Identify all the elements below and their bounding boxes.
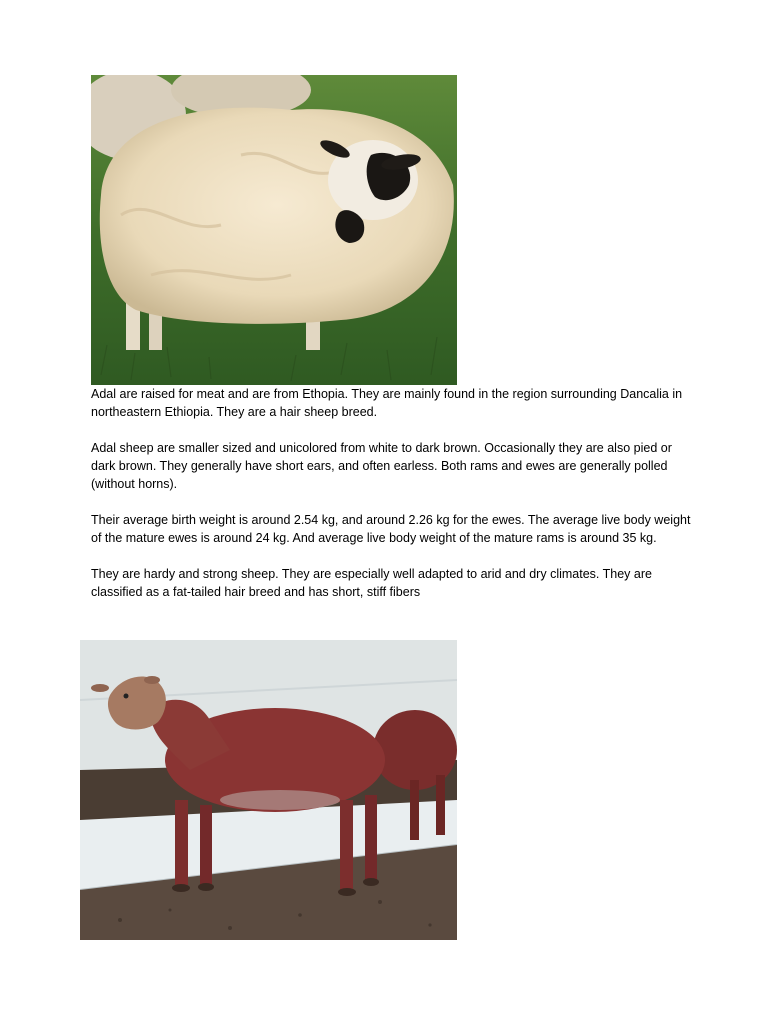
- paragraph-adaptation: They are hardy and strong sheep. They are especially well adapted to arid and dry climates. They are classified as a fat-tailed hair breed and has short, stiff fibers: [91, 567, 652, 599]
- paragraph-weights: Their average birth weight is around 2.54 kg, and around 2.26 kg for the ewes. The average live body weight of the mature ewes is around 24 kg. And average live body weight of the mature rams is around 35 kg.: [91, 513, 691, 545]
- white-sheep-photo: [91, 75, 457, 385]
- paragraph-appearance: Adal sheep are smaller sized and unicolored from white to dark brown. Occasionally they are also pied or dark brown. They generally have short ears, and often earless. Both rams and ewes are generally polled (without horns).: [91, 441, 672, 491]
- description-text: [91, 385, 691, 619]
- paragraph-origin: Adal are raised for meat and are from Ethopia. They are mainly found in the region surrounding Dancalia in northeastern Ethiopia. They are a hair sheep breed.: [91, 387, 683, 419]
- brown-sheep-photo: [80, 640, 457, 940]
